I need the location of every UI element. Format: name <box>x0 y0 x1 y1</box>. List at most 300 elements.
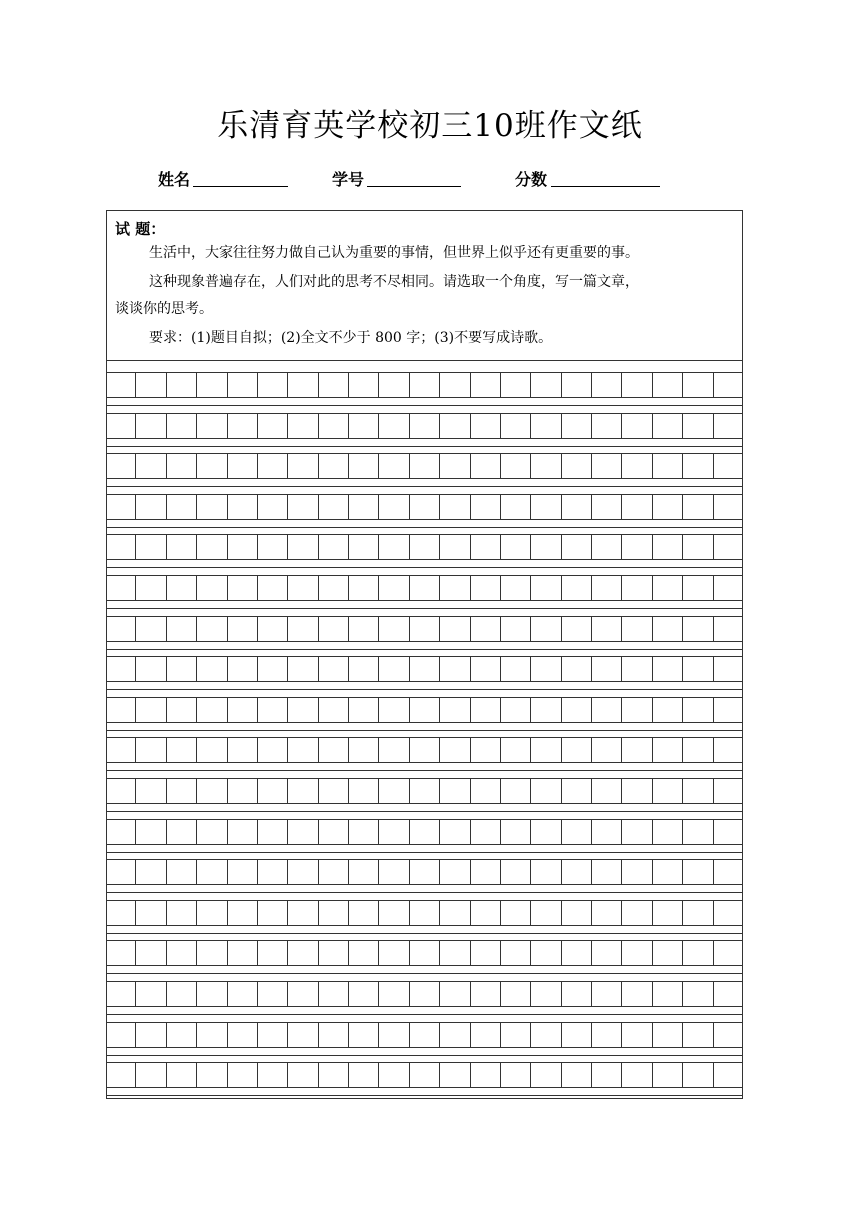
writing-cell[interactable] <box>440 535 470 559</box>
writing-cell[interactable] <box>379 738 409 762</box>
writing-cell[interactable] <box>319 617 349 641</box>
writing-cell[interactable] <box>197 373 227 397</box>
writing-cell[interactable] <box>622 941 652 965</box>
writing-cell[interactable] <box>653 576 683 600</box>
writing-cell[interactable] <box>197 495 227 519</box>
writing-cell[interactable] <box>379 576 409 600</box>
writing-cell[interactable] <box>167 982 197 1006</box>
writing-cell[interactable] <box>653 779 683 803</box>
writing-cell[interactable] <box>136 820 166 844</box>
writing-cell[interactable] <box>136 779 166 803</box>
writing-cell[interactable] <box>471 373 501 397</box>
writing-cell[interactable] <box>197 698 227 722</box>
writing-cell[interactable] <box>258 901 288 925</box>
writing-cell[interactable] <box>319 1063 349 1087</box>
writing-cell[interactable] <box>258 941 288 965</box>
writing-cell[interactable] <box>531 576 561 600</box>
writing-cell[interactable] <box>197 617 227 641</box>
writing-cell[interactable] <box>379 941 409 965</box>
writing-cell[interactable] <box>653 1063 683 1087</box>
writing-cell[interactable] <box>410 820 440 844</box>
writing-cell[interactable] <box>531 820 561 844</box>
writing-cell[interactable] <box>683 454 713 478</box>
writing-cell[interactable] <box>288 617 318 641</box>
writing-cell[interactable] <box>379 698 409 722</box>
writing-cell[interactable] <box>683 779 713 803</box>
writing-cell[interactable] <box>501 617 531 641</box>
writing-cell[interactable] <box>136 1063 166 1087</box>
writing-cell[interactable] <box>379 657 409 681</box>
writing-cell[interactable] <box>683 698 713 722</box>
writing-cell[interactable] <box>136 495 166 519</box>
writing-cell[interactable] <box>197 414 227 438</box>
writing-cell[interactable] <box>592 860 622 884</box>
writing-cell[interactable] <box>319 941 349 965</box>
writing-cell[interactable] <box>714 901 743 925</box>
writing-cell[interactable] <box>410 414 440 438</box>
writing-cell[interactable] <box>531 495 561 519</box>
writing-cell[interactable] <box>653 738 683 762</box>
writing-cell[interactable] <box>228 820 258 844</box>
writing-cell[interactable] <box>714 1023 743 1047</box>
writing-cell[interactable] <box>622 657 652 681</box>
writing-cell[interactable] <box>562 657 592 681</box>
writing-cell[interactable] <box>622 779 652 803</box>
writing-cell[interactable] <box>562 941 592 965</box>
writing-cell[interactable] <box>592 576 622 600</box>
writing-cell[interactable] <box>136 576 166 600</box>
writing-cell[interactable] <box>501 982 531 1006</box>
writing-cell[interactable] <box>228 414 258 438</box>
writing-cell[interactable] <box>258 779 288 803</box>
writing-cell[interactable] <box>106 982 136 1006</box>
writing-cell[interactable] <box>349 820 379 844</box>
writing-cell[interactable] <box>228 454 258 478</box>
writing-cell[interactable] <box>136 738 166 762</box>
writing-cell[interactable] <box>471 576 501 600</box>
writing-cell[interactable] <box>471 495 501 519</box>
writing-cell[interactable] <box>349 901 379 925</box>
writing-cell[interactable] <box>531 698 561 722</box>
writing-cell[interactable] <box>258 860 288 884</box>
writing-cell[interactable] <box>471 860 501 884</box>
writing-cell[interactable] <box>167 820 197 844</box>
writing-cell[interactable] <box>501 941 531 965</box>
writing-cell[interactable] <box>714 535 743 559</box>
writing-cell[interactable] <box>349 982 379 1006</box>
writing-cell[interactable] <box>653 495 683 519</box>
writing-cell[interactable] <box>562 617 592 641</box>
writing-cell[interactable] <box>136 941 166 965</box>
writing-cell[interactable] <box>197 657 227 681</box>
writing-cell[interactable] <box>228 617 258 641</box>
writing-cell[interactable] <box>167 373 197 397</box>
writing-cell[interactable] <box>258 982 288 1006</box>
writing-cell[interactable] <box>349 698 379 722</box>
writing-cell[interactable] <box>622 901 652 925</box>
writing-cell[interactable] <box>440 860 470 884</box>
writing-cell[interactable] <box>106 738 136 762</box>
writing-cell[interactable] <box>319 860 349 884</box>
writing-cell[interactable] <box>410 779 440 803</box>
writing-cell[interactable] <box>714 738 743 762</box>
writing-cell[interactable] <box>471 414 501 438</box>
writing-cell[interactable] <box>622 820 652 844</box>
writing-cell[interactable] <box>683 1063 713 1087</box>
writing-cell[interactable] <box>653 860 683 884</box>
writing-cell[interactable] <box>471 535 501 559</box>
writing-cell[interactable] <box>562 982 592 1006</box>
writing-cell[interactable] <box>683 820 713 844</box>
writing-cell[interactable] <box>319 454 349 478</box>
name-blank[interactable] <box>193 186 288 187</box>
writing-cell[interactable] <box>379 779 409 803</box>
writing-cell[interactable] <box>379 535 409 559</box>
writing-cell[interactable] <box>379 373 409 397</box>
writing-cell[interactable] <box>228 860 258 884</box>
writing-cell[interactable] <box>136 373 166 397</box>
writing-cell[interactable] <box>440 779 470 803</box>
writing-cell[interactable] <box>622 982 652 1006</box>
writing-cell[interactable] <box>167 860 197 884</box>
writing-cell[interactable] <box>410 860 440 884</box>
writing-cell[interactable] <box>501 373 531 397</box>
writing-cell[interactable] <box>471 454 501 478</box>
writing-cell[interactable] <box>471 941 501 965</box>
writing-cell[interactable] <box>349 535 379 559</box>
writing-cell[interactable] <box>683 617 713 641</box>
writing-cell[interactable] <box>197 820 227 844</box>
writing-cell[interactable] <box>683 982 713 1006</box>
writing-cell[interactable] <box>501 738 531 762</box>
writing-cell[interactable] <box>653 698 683 722</box>
writing-cell[interactable] <box>288 535 318 559</box>
writing-cell[interactable] <box>319 982 349 1006</box>
writing-cell[interactable] <box>410 941 440 965</box>
writing-cell[interactable] <box>683 535 713 559</box>
writing-cell[interactable] <box>167 454 197 478</box>
writing-cell[interactable] <box>288 1063 318 1087</box>
writing-cell[interactable] <box>288 738 318 762</box>
writing-cell[interactable] <box>653 373 683 397</box>
writing-cell[interactable] <box>683 495 713 519</box>
writing-cell[interactable] <box>258 414 288 438</box>
writing-cell[interactable] <box>592 738 622 762</box>
writing-cell[interactable] <box>167 901 197 925</box>
writing-cell[interactable] <box>228 901 258 925</box>
writing-cell[interactable] <box>106 698 136 722</box>
writing-cell[interactable] <box>471 820 501 844</box>
writing-cell[interactable] <box>501 657 531 681</box>
writing-cell[interactable] <box>501 495 531 519</box>
writing-cell[interactable] <box>531 901 561 925</box>
writing-cell[interactable] <box>410 1023 440 1047</box>
writing-cell[interactable] <box>410 698 440 722</box>
writing-cell[interactable] <box>197 1023 227 1047</box>
writing-cell[interactable] <box>410 373 440 397</box>
writing-cell[interactable] <box>501 535 531 559</box>
writing-cell[interactable] <box>228 941 258 965</box>
writing-cell[interactable] <box>167 657 197 681</box>
writing-cell[interactable] <box>622 860 652 884</box>
writing-cell[interactable] <box>622 373 652 397</box>
writing-cell[interactable] <box>562 495 592 519</box>
writing-cell[interactable] <box>653 414 683 438</box>
writing-cell[interactable] <box>501 901 531 925</box>
writing-cell[interactable] <box>136 617 166 641</box>
writing-cell[interactable] <box>349 941 379 965</box>
writing-cell[interactable] <box>440 1063 470 1087</box>
writing-cell[interactable] <box>562 576 592 600</box>
writing-cell[interactable] <box>683 1023 713 1047</box>
writing-cell[interactable] <box>562 1023 592 1047</box>
writing-cell[interactable] <box>258 820 288 844</box>
writing-cell[interactable] <box>379 901 409 925</box>
writing-cell[interactable] <box>258 454 288 478</box>
writing-cell[interactable] <box>349 373 379 397</box>
writing-cell[interactable] <box>288 657 318 681</box>
writing-cell[interactable] <box>288 1023 318 1047</box>
writing-cell[interactable] <box>228 779 258 803</box>
writing-cell[interactable] <box>228 373 258 397</box>
writing-cell[interactable] <box>197 535 227 559</box>
writing-cell[interactable] <box>501 1023 531 1047</box>
writing-cell[interactable] <box>653 617 683 641</box>
writing-cell[interactable] <box>562 454 592 478</box>
writing-cell[interactable] <box>167 495 197 519</box>
writing-cell[interactable] <box>319 698 349 722</box>
writing-cell[interactable] <box>258 495 288 519</box>
writing-cell[interactable] <box>197 860 227 884</box>
writing-cell[interactable] <box>410 657 440 681</box>
writing-cell[interactable] <box>714 576 743 600</box>
writing-cell[interactable] <box>714 617 743 641</box>
writing-cell[interactable] <box>136 1023 166 1047</box>
writing-cell[interactable] <box>136 454 166 478</box>
writing-cell[interactable] <box>440 617 470 641</box>
writing-cell[interactable] <box>714 779 743 803</box>
writing-cell[interactable] <box>136 901 166 925</box>
writing-cell[interactable] <box>167 1023 197 1047</box>
writing-cell[interactable] <box>653 820 683 844</box>
writing-cell[interactable] <box>501 414 531 438</box>
writing-cell[interactable] <box>531 1063 561 1087</box>
writing-cell[interactable] <box>622 617 652 641</box>
writing-cell[interactable] <box>622 576 652 600</box>
writing-cell[interactable] <box>592 901 622 925</box>
writing-cell[interactable] <box>531 657 561 681</box>
writing-cell[interactable] <box>197 738 227 762</box>
writing-cell[interactable] <box>562 901 592 925</box>
writing-cell[interactable] <box>197 941 227 965</box>
writing-cell[interactable] <box>471 617 501 641</box>
writing-cell[interactable] <box>471 901 501 925</box>
writing-cell[interactable] <box>167 1063 197 1087</box>
writing-cell[interactable] <box>592 373 622 397</box>
writing-cell[interactable] <box>471 1063 501 1087</box>
writing-cell[interactable] <box>106 901 136 925</box>
writing-cell[interactable] <box>562 414 592 438</box>
writing-cell[interactable] <box>531 414 561 438</box>
writing-cell[interactable] <box>379 1063 409 1087</box>
writing-cell[interactable] <box>440 941 470 965</box>
writing-cell[interactable] <box>228 738 258 762</box>
writing-cell[interactable] <box>258 617 288 641</box>
writing-cell[interactable] <box>714 698 743 722</box>
writing-cell[interactable] <box>683 901 713 925</box>
writing-cell[interactable] <box>228 535 258 559</box>
writing-cell[interactable] <box>136 657 166 681</box>
writing-cell[interactable] <box>106 454 136 478</box>
writing-cell[interactable] <box>349 454 379 478</box>
writing-cell[interactable] <box>592 617 622 641</box>
writing-cell[interactable] <box>379 414 409 438</box>
writing-cell[interactable] <box>622 454 652 478</box>
writing-cell[interactable] <box>622 495 652 519</box>
writing-cell[interactable] <box>592 535 622 559</box>
writing-cell[interactable] <box>592 1023 622 1047</box>
writing-cell[interactable] <box>562 738 592 762</box>
writing-cell[interactable] <box>288 941 318 965</box>
writing-cell[interactable] <box>683 576 713 600</box>
writing-cell[interactable] <box>440 414 470 438</box>
writing-cell[interactable] <box>136 535 166 559</box>
writing-cell[interactable] <box>258 738 288 762</box>
writing-cell[interactable] <box>471 982 501 1006</box>
writing-cell[interactable] <box>531 454 561 478</box>
writing-cell[interactable] <box>319 657 349 681</box>
writing-cell[interactable] <box>319 576 349 600</box>
writing-cell[interactable] <box>562 698 592 722</box>
writing-cell[interactable] <box>258 1023 288 1047</box>
writing-cell[interactable] <box>653 982 683 1006</box>
writing-cell[interactable] <box>319 414 349 438</box>
writing-cell[interactable] <box>714 820 743 844</box>
writing-cell[interactable] <box>440 982 470 1006</box>
writing-cell[interactable] <box>440 657 470 681</box>
writing-cell[interactable] <box>531 779 561 803</box>
writing-cell[interactable] <box>319 738 349 762</box>
writing-cell[interactable] <box>197 779 227 803</box>
writing-cell[interactable] <box>622 738 652 762</box>
writing-cell[interactable] <box>349 1023 379 1047</box>
writing-cell[interactable] <box>106 373 136 397</box>
writing-cell[interactable] <box>349 738 379 762</box>
writing-cell[interactable] <box>562 1063 592 1087</box>
writing-cell[interactable] <box>197 576 227 600</box>
writing-cell[interactable] <box>714 454 743 478</box>
writing-cell[interactable] <box>592 454 622 478</box>
writing-cell[interactable] <box>319 820 349 844</box>
writing-cell[interactable] <box>228 495 258 519</box>
writing-cell[interactable] <box>167 941 197 965</box>
writing-cell[interactable] <box>258 535 288 559</box>
score-blank[interactable] <box>551 186 660 187</box>
writing-cell[interactable] <box>197 901 227 925</box>
writing-cell[interactable] <box>410 454 440 478</box>
writing-cell[interactable] <box>714 941 743 965</box>
writing-cell[interactable] <box>410 495 440 519</box>
writing-cell[interactable] <box>319 495 349 519</box>
writing-cell[interactable] <box>106 414 136 438</box>
writing-cell[interactable] <box>622 1023 652 1047</box>
writing-cell[interactable] <box>379 617 409 641</box>
writing-cell[interactable] <box>136 414 166 438</box>
writing-cell[interactable] <box>288 373 318 397</box>
writing-cell[interactable] <box>501 820 531 844</box>
writing-cell[interactable] <box>653 657 683 681</box>
writing-cell[interactable] <box>410 1063 440 1087</box>
writing-cell[interactable] <box>349 617 379 641</box>
writing-cell[interactable] <box>167 738 197 762</box>
writing-cell[interactable] <box>288 901 318 925</box>
writing-cell[interactable] <box>471 698 501 722</box>
writing-cell[interactable] <box>683 738 713 762</box>
writing-cell[interactable] <box>379 860 409 884</box>
writing-cell[interactable] <box>167 414 197 438</box>
writing-cell[interactable] <box>258 576 288 600</box>
writing-cell[interactable] <box>471 657 501 681</box>
writing-cell[interactable] <box>136 982 166 1006</box>
writing-cell[interactable] <box>531 617 561 641</box>
writing-cell[interactable] <box>167 576 197 600</box>
writing-cell[interactable] <box>440 576 470 600</box>
writing-cell[interactable] <box>592 698 622 722</box>
writing-cell[interactable] <box>349 860 379 884</box>
writing-cell[interactable] <box>106 535 136 559</box>
writing-cell[interactable] <box>471 779 501 803</box>
writing-cell[interactable] <box>592 779 622 803</box>
writing-cell[interactable] <box>228 1063 258 1087</box>
writing-cell[interactable] <box>531 373 561 397</box>
writing-cell[interactable] <box>288 495 318 519</box>
writing-cell[interactable] <box>714 373 743 397</box>
writing-cell[interactable] <box>349 576 379 600</box>
writing-cell[interactable] <box>592 820 622 844</box>
writing-cell[interactable] <box>683 941 713 965</box>
writing-cell[interactable] <box>471 738 501 762</box>
writing-cell[interactable] <box>379 495 409 519</box>
writing-cell[interactable] <box>258 373 288 397</box>
writing-cell[interactable] <box>653 901 683 925</box>
writing-cell[interactable] <box>440 1023 470 1047</box>
writing-cell[interactable] <box>562 779 592 803</box>
writing-cell[interactable] <box>288 414 318 438</box>
writing-cell[interactable] <box>531 535 561 559</box>
writing-cell[interactable] <box>653 941 683 965</box>
writing-cell[interactable] <box>228 1023 258 1047</box>
writing-cell[interactable] <box>683 860 713 884</box>
writing-cell[interactable] <box>410 617 440 641</box>
writing-cell[interactable] <box>288 982 318 1006</box>
writing-cell[interactable] <box>167 617 197 641</box>
writing-cell[interactable] <box>440 901 470 925</box>
writing-cell[interactable] <box>653 1023 683 1047</box>
writing-cell[interactable] <box>622 414 652 438</box>
writing-cell[interactable] <box>349 495 379 519</box>
writing-cell[interactable] <box>106 860 136 884</box>
writing-cell[interactable] <box>531 1023 561 1047</box>
writing-cell[interactable] <box>440 820 470 844</box>
writing-cell[interactable] <box>714 860 743 884</box>
writing-cell[interactable] <box>288 820 318 844</box>
writing-cell[interactable] <box>288 779 318 803</box>
writing-cell[interactable] <box>197 1063 227 1087</box>
writing-cell[interactable] <box>471 1023 501 1047</box>
writing-cell[interactable] <box>167 535 197 559</box>
writing-cell[interactable] <box>501 860 531 884</box>
writing-cell[interactable] <box>288 454 318 478</box>
